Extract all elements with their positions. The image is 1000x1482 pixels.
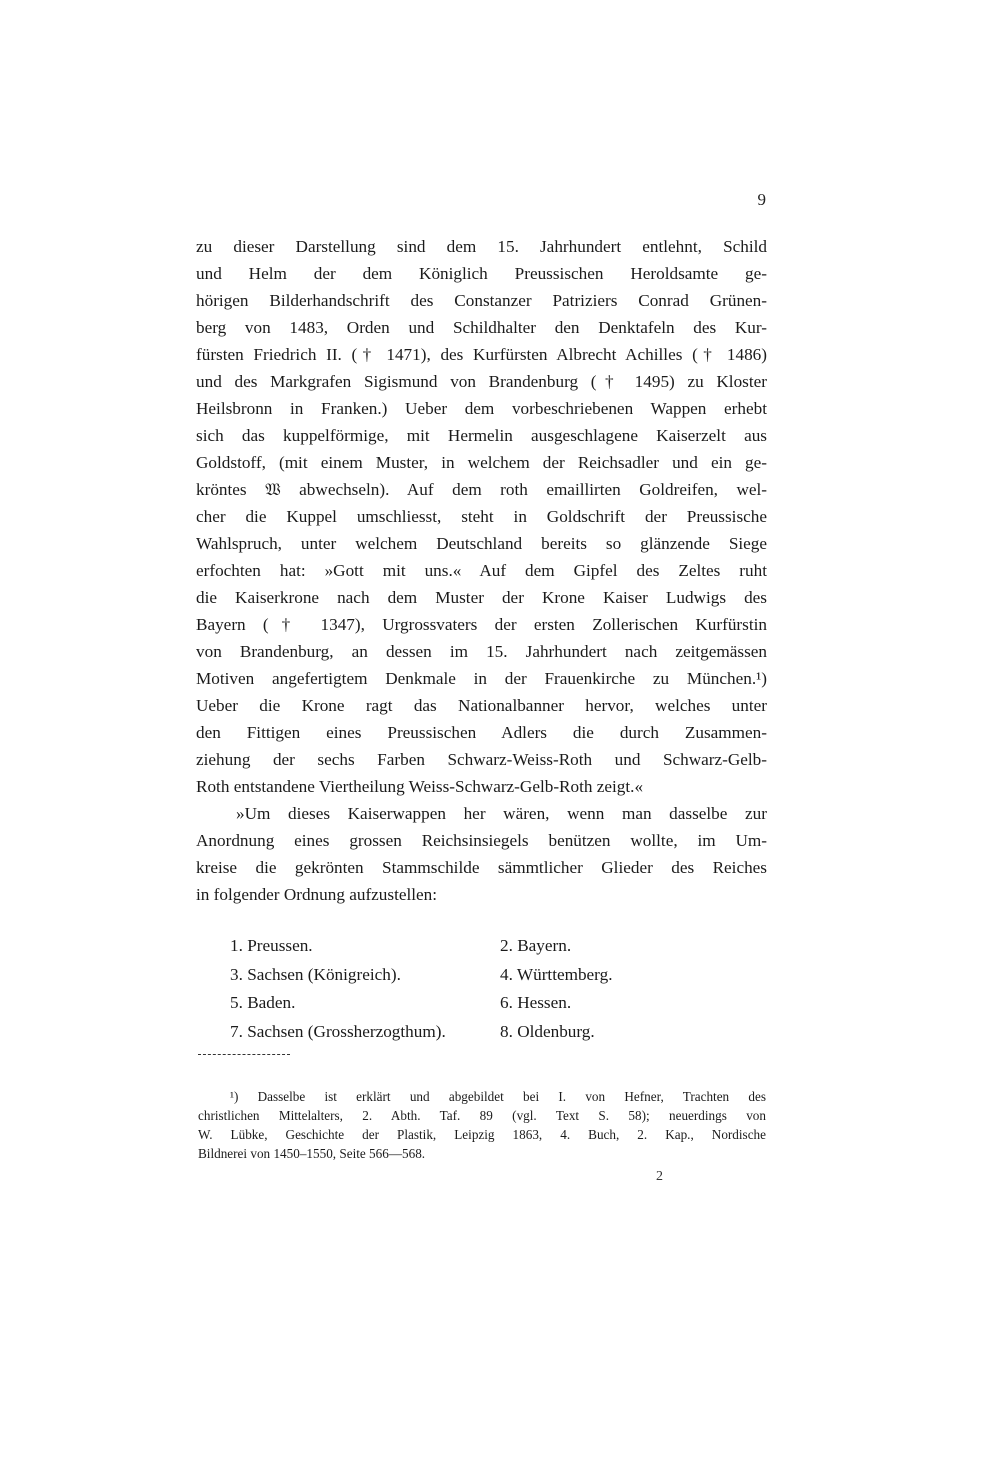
text-line: berg von 1483, Orden und Schildhalter den Denktafeln des Kur- xyxy=(196,318,767,337)
state-entry: 2. Bayern. xyxy=(500,936,572,955)
text-line: die Kaiserkrone nach dem Muster der Krone Kaiser Ludwigs des xyxy=(196,588,767,607)
text-line: fürsten Friedrich II. († 1471), des Kurfürsten Albrecht Achilles († 1486) xyxy=(196,345,767,364)
text-line: hörigen Bilderhandschrift des Constanzer Patriziers Conrad Grünen- xyxy=(196,291,767,310)
main-text xyxy=(196,233,767,908)
state-row xyxy=(230,961,690,990)
text-line: und Helm der dem Königlich Preussischen Heroldsamte ge- xyxy=(196,264,767,283)
state-entry: 4. Württemberg. xyxy=(500,964,613,984)
state-row xyxy=(230,932,690,961)
text-line: sich das kuppelförmige, mit Hermelin ausgeschlagene Kaiserzelt aus xyxy=(196,426,767,445)
signature-mark: 2 xyxy=(656,1169,663,1184)
paragraph-start-line: »Um dieses Kaiserwappen her wären, wenn man dasselbe zur xyxy=(236,804,767,823)
text-line: zu dieser Darstellung sind dem 15. Jahrhundert entlehnt, Schild xyxy=(196,237,767,256)
text-line: kreise die gekrönten Stammschilde sämmtlicher Glieder des Reiches xyxy=(196,858,767,877)
footnote-line: Bildnerei von 1450–1550, Seite 566—568. xyxy=(198,1146,426,1161)
footnote-line: christlichen Mittelalters, 2. Abth. Taf. 89 (vgl. Text S. 58); neuerdings von xyxy=(198,1108,766,1123)
text-line: cher die Kuppel umschliesst, steht in Goldschrift der Preussische xyxy=(196,507,767,526)
text-line: Heilsbronn in Franken.) Ueber dem vorbeschriebenen Wappen erhebt xyxy=(196,399,767,418)
text-line: ziehung der sechs Farben Schwarz-Weiss-Roth und Schwarz-Gelb- xyxy=(196,750,767,769)
paragraph-end-line: in folgender Ordnung aufzustellen: xyxy=(196,885,438,904)
text-line: Wahlspruch, unter welchem Deutschland bereits so glänzende Siege xyxy=(196,534,767,553)
state-entry: 5. Baden. xyxy=(230,993,296,1012)
state-entry: 6. Hessen. xyxy=(500,993,572,1012)
text-line: Bayern († 1347), Urgrossvaters der ersten Zollerischen Kurfürstin xyxy=(196,615,767,634)
page-number: 9 xyxy=(757,190,766,209)
text-line: Anordnung eines grossen Reichsinsiegels benützen wollte, im Um- xyxy=(196,831,767,850)
state-entry: 1. Preussen. xyxy=(230,936,313,955)
state-entry: 8. Oldenburg. xyxy=(500,1021,595,1041)
state-list xyxy=(230,932,690,1046)
footnote-line: ¹) Dasselbe ist erklärt und abgebildet bei I. von Hefner, Trachten des xyxy=(230,1089,766,1104)
text-line: kröntes 𝔚 abwechseln). Auf dem roth emaillirten Goldreifen, wel- xyxy=(196,480,767,499)
footnote-line: W. Lübke, Geschichte der Plastik, Leipzig 1863, 4. Buch, 2. Kap., Nordische xyxy=(198,1127,766,1142)
state-entry: 7. Sachsen (Grossherzogthum). xyxy=(230,1021,446,1041)
paragraph-end-line: Roth entstandene Viertheilung Weiss-Schwarz-Gelb-Roth zeigt.« xyxy=(196,777,644,796)
text-line: den Fittigen eines Preussischen Adlers die durch Zusammen- xyxy=(196,723,767,742)
text-line: Motiven angefertigtem Denkmale in der Frauenkirche zu München.¹) xyxy=(196,669,767,688)
text-line: von Brandenburg, an dessen im 15. Jahrhundert nach zeitgemässen xyxy=(196,642,767,661)
text-line: und des Markgrafen Sigismund von Brandenburg († 1495) zu Kloster xyxy=(196,372,767,391)
state-row xyxy=(230,989,690,1018)
footnote-divider xyxy=(198,1054,290,1056)
state-entry: 3. Sachsen (Königreich). xyxy=(230,964,401,984)
text-line: Goldstoff, (mit einem Muster, in welchem der Reichsadler und ein ge- xyxy=(196,453,767,472)
state-row xyxy=(230,1018,690,1047)
text-line: Ueber die Krone ragt das Nationalbanner hervor, welches unter xyxy=(196,696,767,715)
footnote xyxy=(198,1087,766,1163)
text-line: erfochten hat: »Gott mit uns.« Auf dem Gipfel des Zeltes ruht xyxy=(196,561,767,580)
